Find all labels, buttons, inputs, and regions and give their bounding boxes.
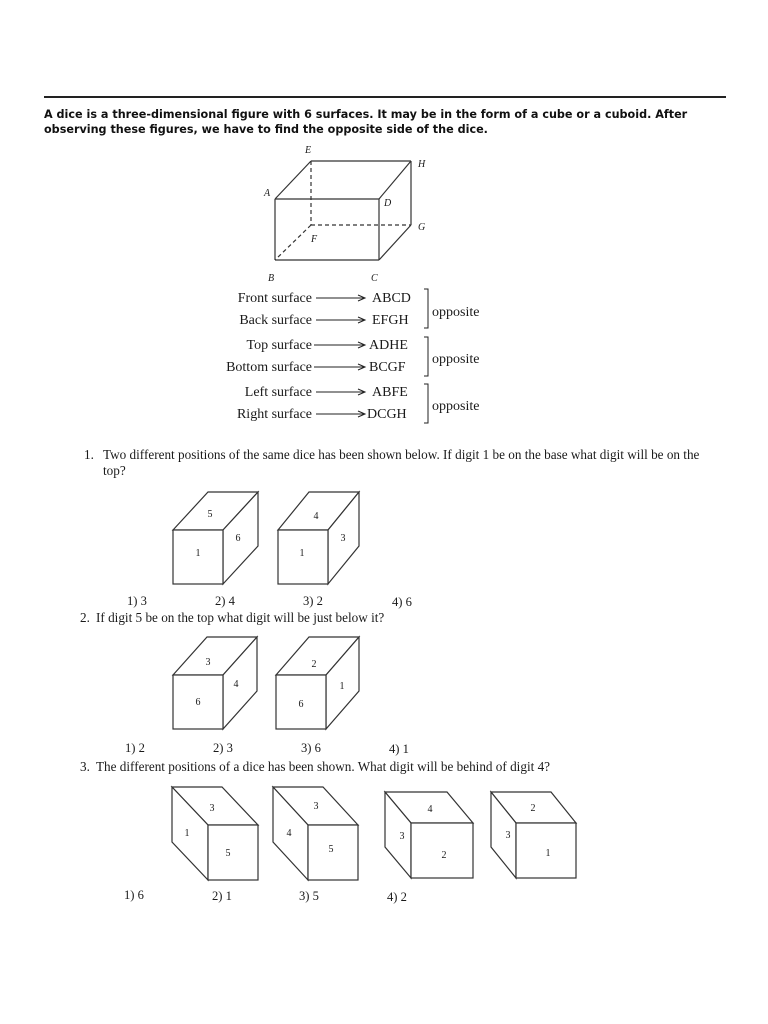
opposite-label: opposite [432,305,480,320]
surface-faces: DCGH [367,407,407,422]
surface-name: Front surface [237,291,312,306]
die-left-number: 1 [184,828,190,839]
question-1-die-2 [278,492,359,584]
vertex-h-label: H [418,159,426,170]
surface-faces: BCGF [369,360,406,375]
question-1-option: 4) 6 [392,595,412,609]
question-3-text: The different positions of a dice has been shown. What digit will be behind of digit 4? [96,759,551,774]
surface-faces: ADHE [369,338,408,353]
surface-faces: EFGH [372,313,409,328]
vertex-e-label: E [305,145,312,156]
vertex-g-label: G [418,222,426,233]
die-side-number: 3 [340,533,346,544]
vertex-d-label: D [384,198,392,209]
question-3-option: 2) 1 [212,889,232,903]
die-top-number: 4 [313,511,319,522]
question-1-number: 1. [84,447,94,462]
question-3-die-2 [273,787,358,880]
question-2-die-2 [276,637,359,729]
question-3-number: 3. [80,759,90,774]
surface-name: Top surface [246,338,312,353]
die-top-number: 3 [205,657,211,668]
question-2-die-1 [173,637,257,729]
vertex-b-label: B [268,273,275,284]
intro-paragraph: A dice is a three-dimensional figure with 6 surfaces. It may be in the form of a cube or a cuboid. After observing these figures, we have to find the opposite side of the dice. [44,108,688,136]
opposite-label: opposite [432,352,480,367]
die-top-number: 3 [209,803,215,814]
die-front-number: 5 [225,848,231,859]
die-top-number: 4 [427,804,433,815]
question-3-die-1 [172,787,258,880]
question-2-option: 2) 3 [213,741,233,755]
question-3-option: 1) 6 [124,888,144,902]
surface-name: Left surface [244,385,312,400]
die-top-number: 5 [207,509,213,520]
question-2-number: 2. [80,610,90,625]
vertex-a-label: A [264,188,271,199]
surface-table [226,291,479,422]
opposite-label: opposite [432,399,480,414]
die-front-number: 6 [195,697,201,708]
surface-name: Bottom surface [226,360,312,375]
die-front-number: 1 [545,848,551,859]
die-left-number: 4 [286,828,292,839]
surface-name: Right surface [236,407,312,422]
die-front-number: 1 [195,548,201,559]
question-2-option: 4) 1 [389,742,409,756]
die-top-number: 2 [530,803,536,814]
die-front-number: 5 [328,844,334,855]
cuboid-diagram [275,161,411,260]
surface-faces: ABFE [372,385,408,400]
question-3-option: 4) 2 [387,890,407,904]
die-left-number: 3 [399,831,405,842]
die-side-number: 6 [235,533,241,544]
surface-name: Back surface [239,313,312,328]
cuboid-vertex-labels [263,145,426,284]
question-1-option: 1) 3 [127,594,147,608]
vertex-f-label: F [311,234,318,245]
question-3-die-3 [385,792,473,878]
die-top-number: 3 [313,801,319,812]
question-2-text: If digit 5 be on the top what digit will be just below it? [96,610,385,625]
question-1-text: Two different positions of the same dice has been shown below. If digit 1 be on the base what digit will be on the top? [103,447,700,478]
opposite-brackets [424,289,428,423]
question-1-option: 3) 2 [303,594,323,608]
die-front-number: 1 [299,548,305,559]
question-2-option: 3) 6 [301,741,321,755]
question-2-option: 1) 2 [125,741,145,755]
surface-faces: ABCD [372,291,411,306]
die-side-number: 1 [339,681,345,692]
vertex-c-label: C [371,273,378,284]
die-side-number: 4 [233,679,239,690]
die-front-number: 2 [441,850,447,861]
question-3-option: 3) 5 [299,889,319,903]
question-1-option: 2) 4 [215,594,235,608]
die-front-number: 6 [298,699,304,710]
question-3-die-4 [491,792,576,878]
die-left-number: 3 [505,830,511,841]
die-top-number: 2 [311,659,317,670]
question-1-die-1 [173,492,258,584]
surface-arrows [314,295,365,417]
